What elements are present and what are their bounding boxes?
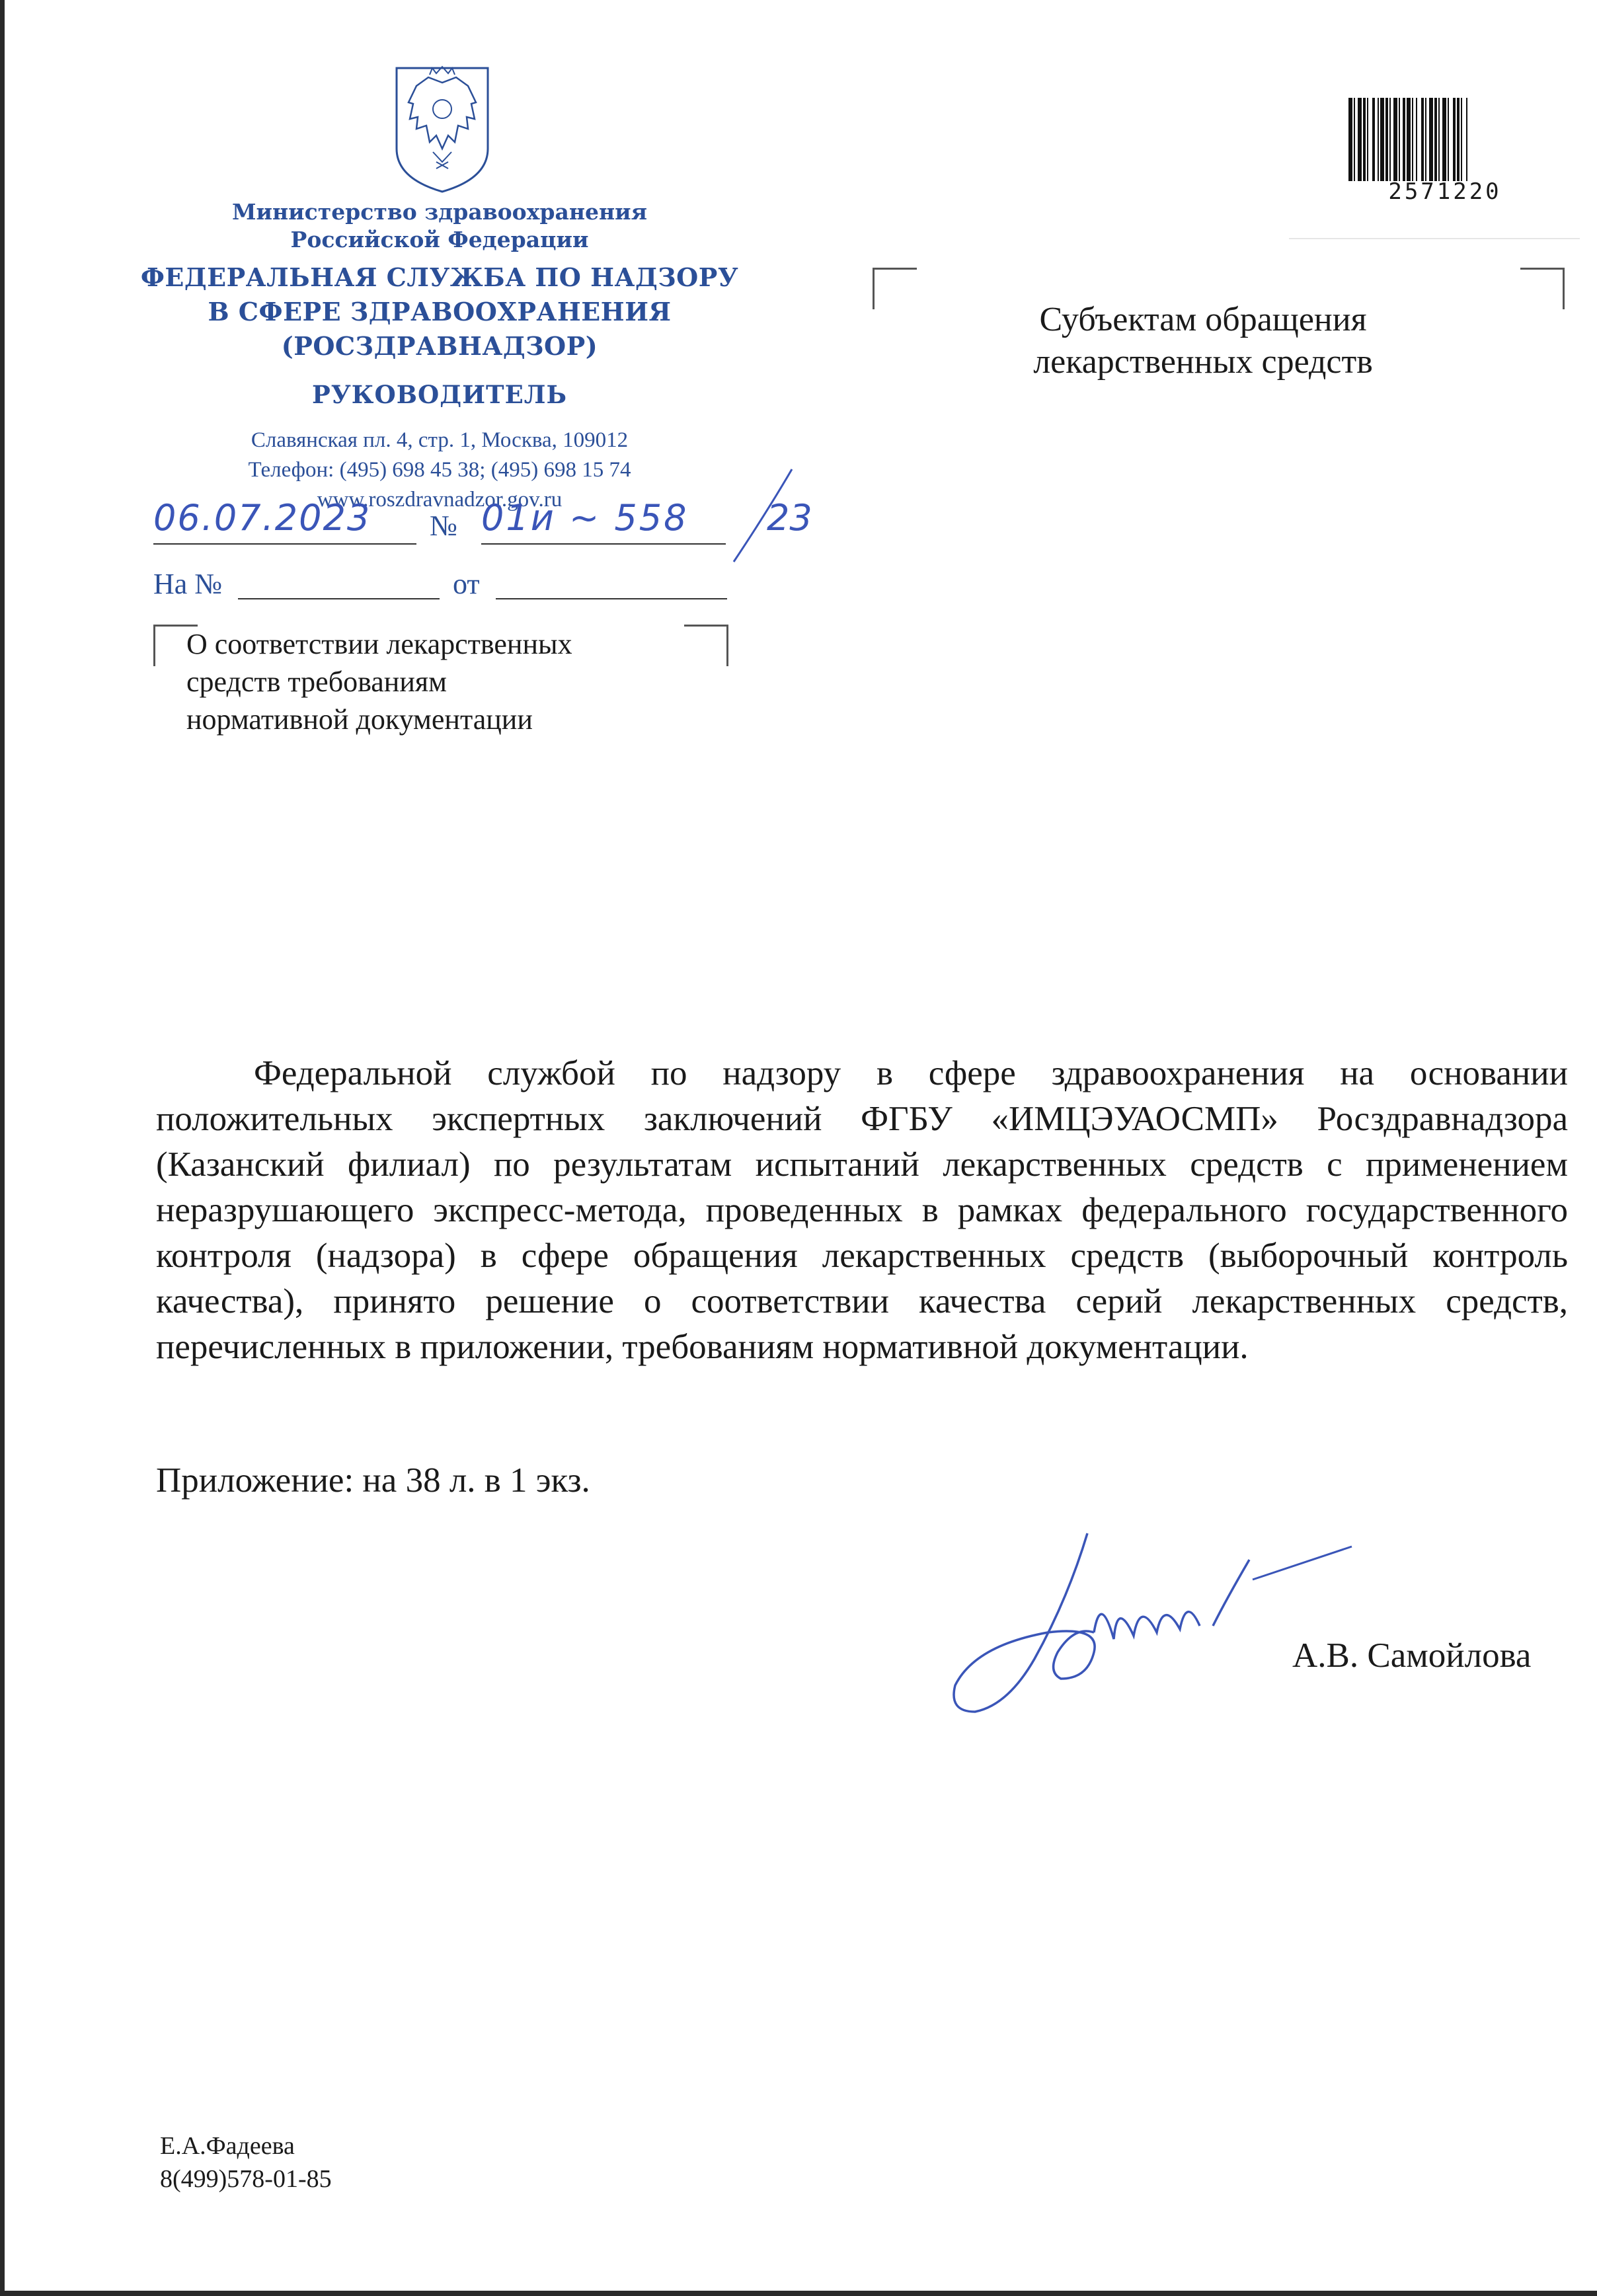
role-title: РУКОВОДИТЕЛЬ [311, 380, 568, 409]
subject [186, 625, 689, 738]
barcode-bar [1434, 98, 1437, 181]
handwritten-signature [935, 1520, 1365, 1738]
subject-line-3: нормативной документации [186, 703, 533, 736]
barcode-bar [1412, 98, 1413, 181]
barcode-bar [1448, 98, 1449, 181]
barcode-number: 2571220 [1388, 178, 1502, 205]
barcode-bar [1457, 98, 1460, 181]
barcode-bar [1438, 98, 1440, 181]
addressee-line-1: Субъектам обращения [1039, 301, 1367, 338]
barcode-bar [1403, 98, 1405, 181]
barcode-bar [1372, 98, 1375, 181]
registration-number-underline [481, 543, 726, 545]
barcode-bar [1461, 98, 1462, 181]
barcode-bar [1358, 98, 1362, 181]
barcode-bar [1348, 98, 1352, 181]
executor-name: Е.А.Фадеева [160, 2132, 295, 2160]
barcode-bar [1466, 98, 1467, 181]
barcode-bar [1429, 98, 1433, 181]
scan-edge-bottom [0, 2291, 1597, 2296]
reply-number-blank [238, 598, 440, 599]
registration-number-suffix: 23 [767, 497, 812, 539]
attachment-note: Приложение: на 38 л. в 1 экз. [156, 1461, 590, 1500]
letterhead [132, 198, 747, 515]
barcode-bar [1425, 98, 1426, 181]
addressee-bracket-left [873, 268, 917, 309]
barcode-bar [1453, 98, 1456, 181]
barcode [1347, 98, 1543, 181]
reply-to-label: На № [153, 568, 223, 600]
barcode-bar [1378, 98, 1379, 181]
barcode-bar [1367, 98, 1368, 181]
agency-line-1: ФЕДЕРАЛЬНАЯ СЛУЖБА ПО НАДЗОРУ [140, 262, 739, 292]
barcode-bar [1363, 98, 1366, 181]
addressee-line-2: лекарственных средств [1033, 343, 1373, 381]
subject-bracket-right [684, 625, 728, 666]
reply-date-blank [496, 598, 727, 599]
barcode-bar [1416, 98, 1417, 181]
agency-line-3: (РОСЗДРАВНАДЗОР) [281, 331, 598, 361]
barcode-bar [1385, 98, 1388, 181]
barcode-bar [1393, 98, 1397, 181]
subject-line-2: средств требованиям [186, 666, 447, 698]
address: Славянская пл. 4, стр. 1, Москва, 109012 [251, 428, 629, 452]
ministry-line-2: Российской Федерации [290, 227, 589, 252]
registration-date-underline [153, 543, 416, 545]
barcode-bar [1399, 98, 1400, 181]
ministry-name [132, 198, 747, 254]
barcode-bar [1407, 98, 1411, 181]
coat-of-arms-icon [390, 63, 494, 195]
barcode-bar [1442, 98, 1446, 181]
executor-phone: 8(499)578-01-85 [160, 2165, 332, 2193]
signer-name: А.В. Самойлова [1292, 1636, 1532, 1675]
registration-date: 06.07.2023 [153, 497, 371, 539]
subject-line-1: О соответствии лекарственных [186, 628, 572, 660]
agency-name [132, 260, 747, 364]
barcode-bar [1354, 98, 1355, 181]
agency-line-2: В СФЕРЕ ЗДРАВООХРАНЕНИЯ [208, 297, 672, 326]
ministry-line-1: Министерство здравоохранения [232, 199, 647, 225]
scan-artifact-line [1289, 238, 1580, 239]
body-paragraph: Федеральной службой по надзору в сфере здравоохранения на основании положительных экспертных заключений ФГБУ «ИМЦЭУАОСМП» Росздравнадзора (Казанский филиал) по результатам испытаний лекарственных средств с применением неразрушающего экспресс-метода, проведенных в рамках федерального государственного контроля (надзора) в сфере обращения лекарственных средств (выборочный контроль качества), принято решение о соответствии качества серий лекарственных средств, перечисленных в приложении, требованиям нормативной документации. [156, 1054, 1568, 1366]
phone: Телефон: (495) 698 45 38; (495) 698 15 74 [248, 458, 631, 482]
barcode-bar [1421, 98, 1424, 181]
addressee [972, 299, 1434, 383]
addressee-bracket-right [1520, 268, 1565, 309]
website: www.roszdravnadzor.gov.ru [317, 488, 563, 512]
number-sign: № [430, 510, 457, 542]
barcode-bar [1389, 98, 1391, 181]
registration-number: 01и ~ 558 [481, 497, 689, 539]
reply-date-label: от [453, 568, 480, 600]
barcode-bar [1380, 98, 1384, 181]
scan-edge-left [0, 0, 5, 2296]
